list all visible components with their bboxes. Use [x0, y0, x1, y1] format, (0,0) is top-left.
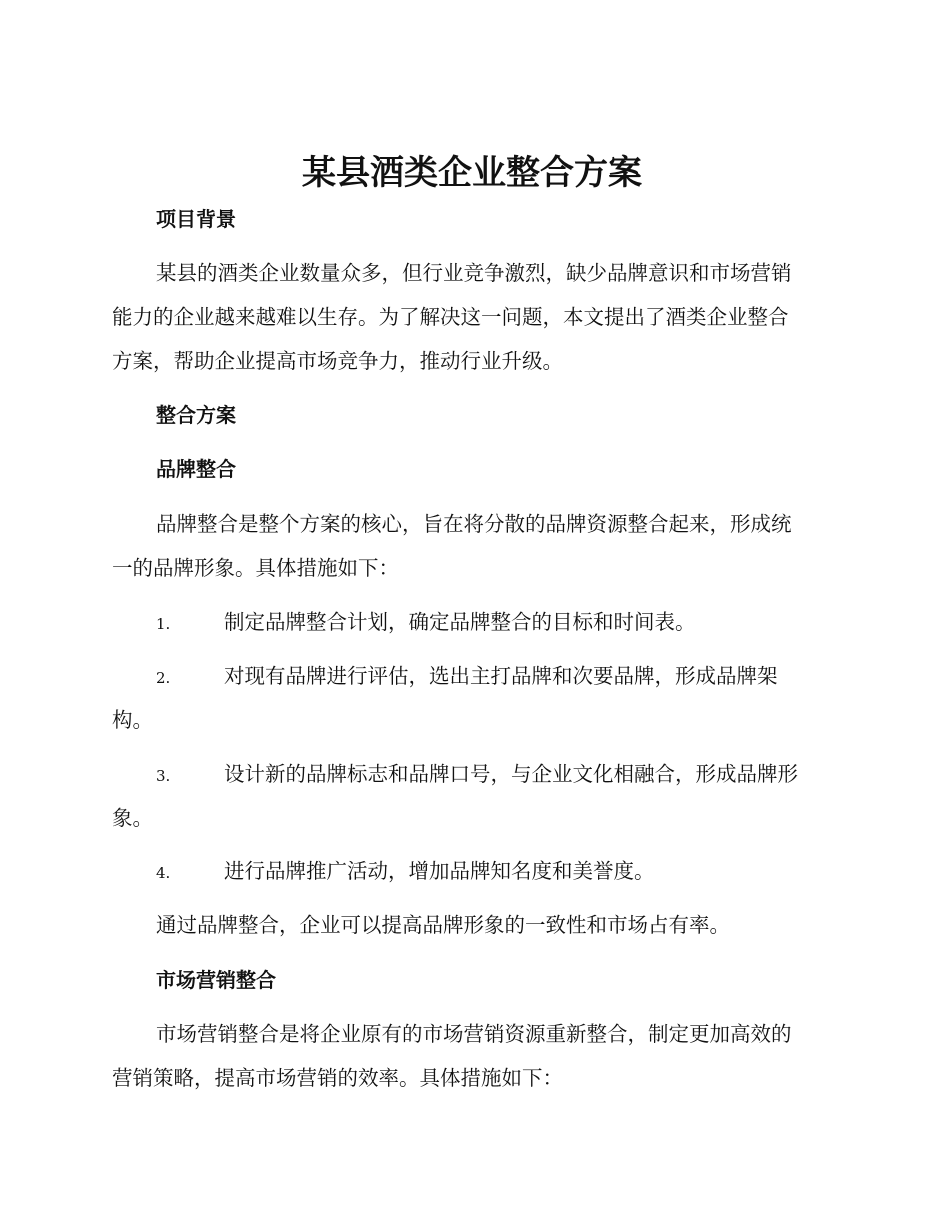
document-title: 某县酒类企业整合方案: [302, 153, 642, 193]
list-item: [112, 849, 832, 895]
paragraph-line: 一的品牌形象。具体措施如下：: [112, 556, 399, 580]
list-item-number: 1.: [156, 615, 171, 633]
heading-marketing-integration: 市场营销整合: [156, 968, 276, 992]
heading-brand-integration: 品牌整合: [156, 457, 236, 481]
list-item-text: 对现有品牌进行评估，选出主打品牌和次要品牌，形成品牌架: [224, 664, 778, 688]
list-item-number: 3.: [156, 767, 171, 785]
paragraph-line: 品牌整合是整个方案的核心，旨在将分散的品牌资源整合起来，形成统: [156, 512, 792, 536]
list-item-number: 2.: [156, 669, 171, 687]
list-item-continuation: 构。: [112, 708, 153, 732]
list-item-text: 设计新的品牌标志和品牌口号，与企业文化相融合，形成品牌形: [224, 762, 798, 786]
paragraph-line: 营销策略，提高市场营销的效率。具体措施如下：: [112, 1066, 563, 1090]
list-item: [112, 600, 832, 646]
list-item: [112, 752, 832, 798]
paragraph-line: 某县的酒类企业数量众多，但行业竞争激烈，缺少品牌意识和市场营销: [156, 261, 792, 285]
heading-integration-plan: 整合方案: [156, 403, 236, 427]
list-item: [112, 654, 832, 700]
list-item-text: 进行品牌推广活动，增加品牌知名度和美誉度。: [224, 859, 655, 883]
paragraph-line: 方案，帮助企业提高市场竞争力，推动行业升级。: [112, 349, 563, 373]
heading-project-background: 项目背景: [156, 207, 236, 231]
paragraph-line: 能力的企业越来越难以生存。为了解决这一问题，本文提出了酒类企业整合: [112, 305, 789, 329]
list-item-number: 4.: [156, 864, 171, 882]
paragraph-brand-summary: 通过品牌整合，企业可以提高品牌形象的一致性和市场占有率。: [156, 913, 730, 937]
paragraph-line: 市场营销整合是将企业原有的市场营销资源重新整合，制定更加高效的: [156, 1022, 792, 1046]
list-item-continuation: 象。: [112, 806, 153, 830]
list-item-text: 制定品牌整合计划，确定品牌整合的目标和时间表。: [224, 610, 696, 634]
